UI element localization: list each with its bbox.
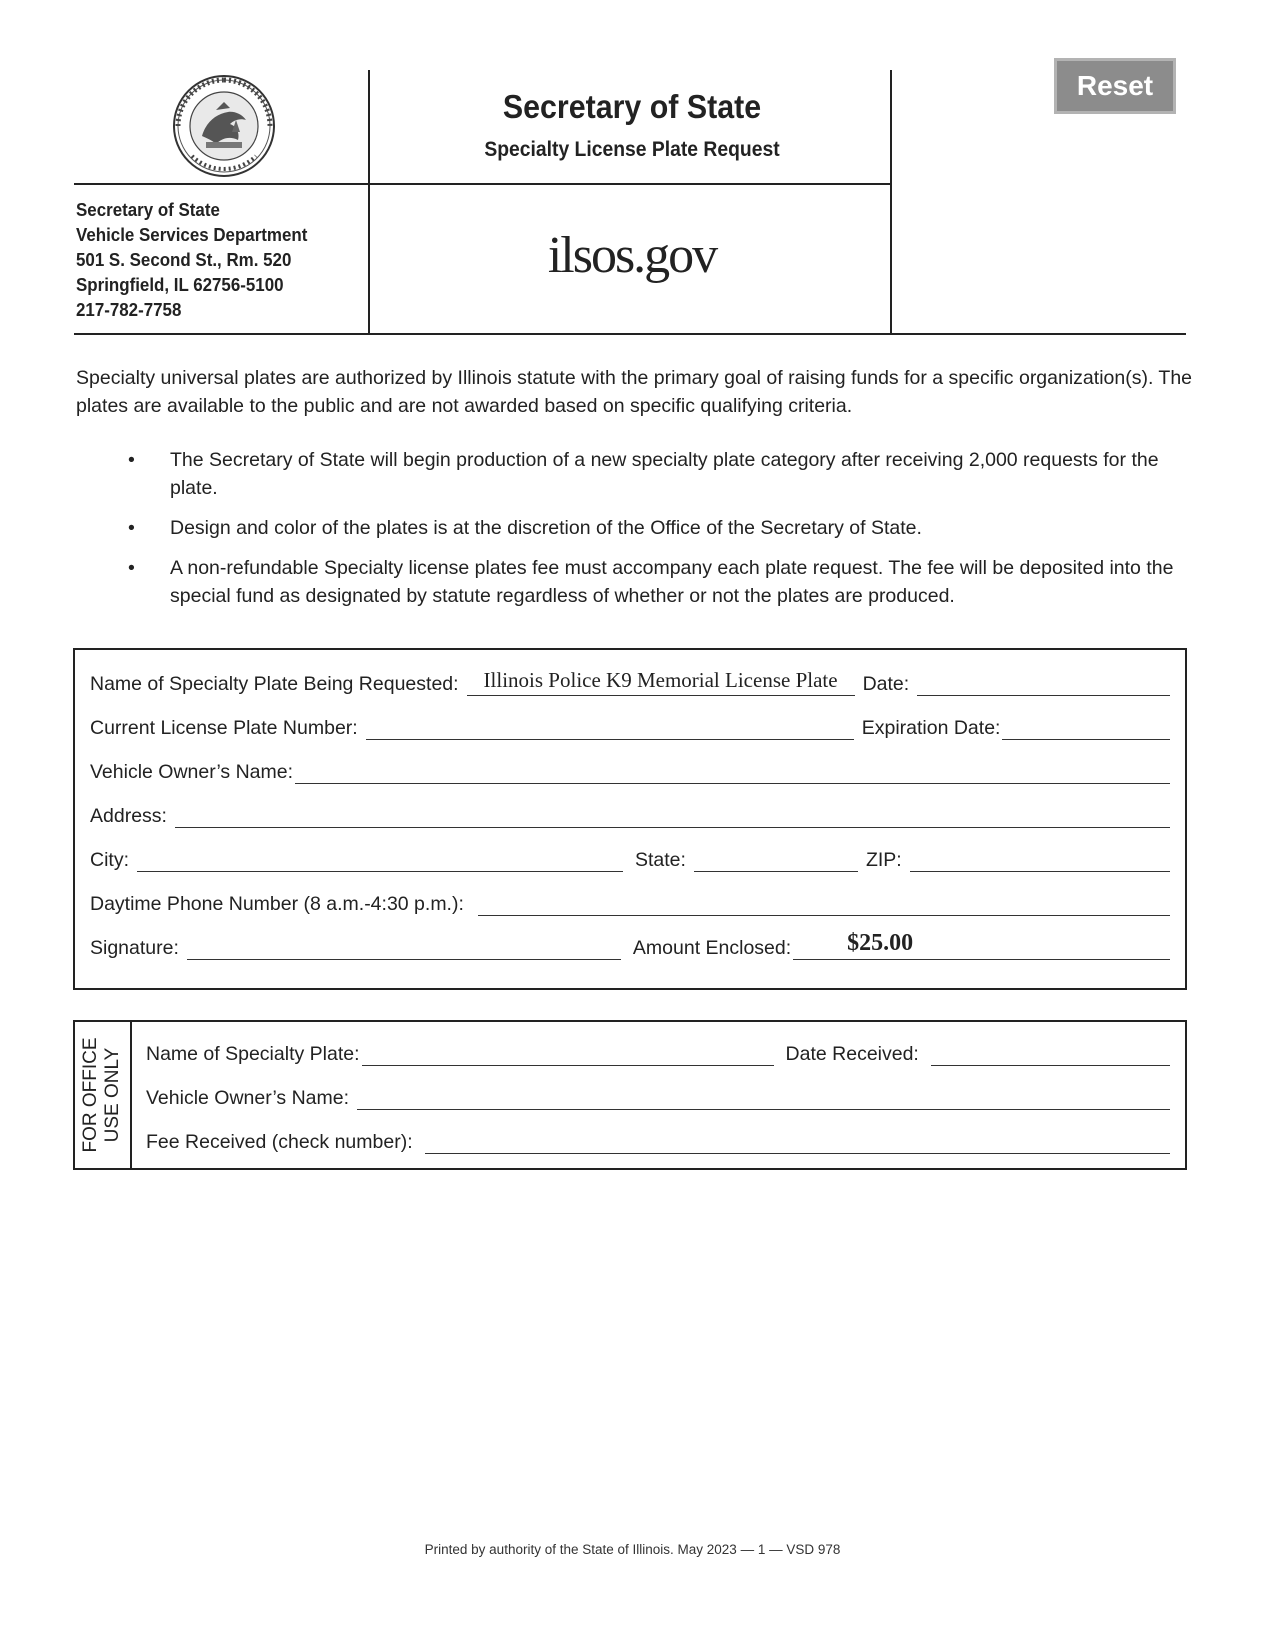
fee-field[interactable] — [425, 1129, 1170, 1154]
form-row-city — [90, 842, 1170, 872]
address-line: 501 S. Second St., Rm. 520 — [76, 250, 292, 270]
address-line: Secretary of State — [76, 200, 220, 220]
phone-label: Daytime Phone Number (8 a.m.-4:30 p.m.): — [90, 893, 464, 915]
office-owner-label: Vehicle Owner’s Name: — [146, 1087, 350, 1109]
state-field[interactable] — [694, 847, 858, 872]
office-use-label: FOR OFFICE USE ONLY — [80, 1037, 123, 1153]
expiration-field[interactable] — [1002, 715, 1170, 740]
list-item: • The Secretary of State will begin production of a new specialty plate category after receiving 2,000 requests for the plate. — [76, 446, 1206, 502]
date-received-field[interactable] — [931, 1041, 1170, 1066]
reset-button[interactable]: Reset — [1054, 58, 1176, 114]
page-subtitle: Specialty License Plate Request — [484, 138, 780, 161]
state-label: State: — [635, 849, 686, 871]
amount-field[interactable] — [793, 930, 1170, 960]
zip-field[interactable] — [910, 847, 1170, 872]
form-row-plate-name — [90, 666, 1170, 696]
form-row-current-plate — [90, 710, 1170, 740]
zip-label: ZIP: — [865, 849, 902, 871]
page-title: Secretary of State — [502, 88, 762, 125]
office-plate-label: Name of Specialty Plate: — [146, 1043, 360, 1065]
header-divider-right — [890, 70, 892, 334]
office-row-owner — [146, 1080, 1170, 1110]
plate-name-value: Illinois Police K9 Memorial License Plate — [483, 668, 838, 692]
signature-label: Signature: — [90, 937, 179, 959]
current-plate-field[interactable] — [366, 715, 854, 740]
bullet-icon: • — [128, 449, 135, 471]
expiration-label: Expiration Date: — [861, 717, 1001, 739]
footer-text: Printed by authority of the State of Illinois. May 2023 — 1 — VSD 978 — [424, 1542, 841, 1557]
header-divider-left — [368, 70, 370, 334]
office-use-sidebar — [74, 1022, 132, 1168]
bullet-icon: • — [128, 557, 135, 579]
form-row-phone — [90, 886, 1170, 916]
date-label: Date: — [862, 673, 910, 695]
address-line: Springfield, IL 62756-5100 — [76, 275, 284, 295]
office-row-plate — [146, 1036, 1170, 1066]
city-label: City: — [90, 849, 129, 871]
header-bottom-rule — [74, 333, 1186, 335]
current-plate-label: Current License Plate Number: — [90, 717, 358, 739]
plate-name-field[interactable] — [467, 668, 855, 696]
office-owner-field[interactable] — [357, 1085, 1170, 1110]
form-row-owner — [90, 754, 1170, 784]
amount-value: $25.00 — [847, 930, 914, 956]
header-mid-rule — [74, 183, 892, 185]
amount-label: Amount Enclosed: — [632, 937, 792, 959]
office-plate-field[interactable] — [362, 1041, 774, 1066]
office-address — [76, 198, 307, 323]
plate-name-label: Name of Specialty Plate Being Requested: — [90, 673, 459, 695]
website-logo: ilsos.gov — [547, 227, 717, 284]
owner-label: Vehicle Owner’s Name: — [90, 761, 294, 783]
signature-field[interactable] — [187, 935, 621, 960]
date-field[interactable] — [917, 671, 1170, 696]
list-item: • Design and color of the plates is at the discretion of the Office of the Secretary of State. — [76, 514, 1206, 542]
state-seal-logo — [172, 74, 276, 178]
city-field[interactable] — [137, 847, 623, 872]
office-row-fee — [146, 1124, 1170, 1154]
bullet-icon: • — [128, 517, 135, 539]
address-line: Vehicle Services Department — [76, 225, 308, 245]
list-item: • A non-refundable Specialty license plates fee must accompany each plate request. The fee will be deposited into the special fund as designated by statute regardless of whether or not the plates are produced. — [76, 554, 1206, 610]
date-received-label: Date Received: — [785, 1043, 919, 1065]
intro-paragraph: Specialty universal plates are authorized by Illinois statute with the primary goal of raising funds for a specific organization(s). The plates are available to the public and are not awarded based on specific qualifying criteria. — [76, 367, 1193, 417]
address-line: 217-782-7758 — [76, 300, 182, 320]
bullet-list — [76, 446, 1206, 622]
form-row-signature — [90, 930, 1170, 960]
owner-field[interactable] — [295, 759, 1170, 784]
fee-label: Fee Received (check number): — [146, 1131, 413, 1153]
form-row-address — [90, 798, 1170, 828]
address-label: Address: — [90, 805, 167, 827]
address-field[interactable] — [175, 803, 1170, 828]
phone-field[interactable] — [478, 891, 1170, 916]
